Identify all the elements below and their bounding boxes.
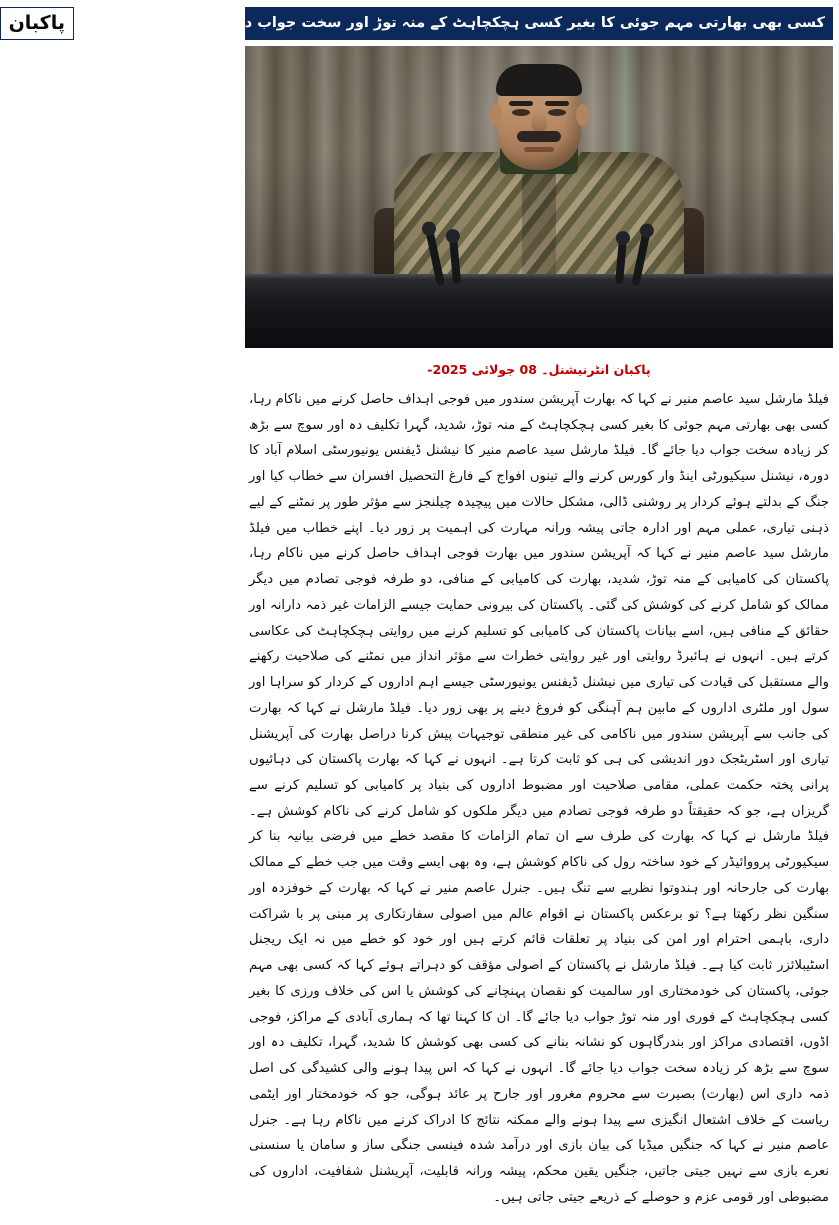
- nose-shape: [532, 112, 547, 132]
- article-photo: [245, 46, 833, 348]
- hair-shape: [496, 64, 582, 96]
- eye-right: [548, 109, 566, 116]
- eyebrow-left: [509, 101, 533, 106]
- article-paragraph: فیلڈ مارشل سید عاصم منیر نے کہا کہ بھارت آپریشن سندور میں فوجی اہداف حاصل کرنے میں ناکام رہا، کسی بھی بھارتی مہم جوئی کا بغیر کسی ہچکچاہٹ کے منہ توڑ، شدید، گہرا تکلیف دہ اور سوچ سے بڑھ کر زیادہ سخت جواب دیا جائے گا۔ فیلڈ مارشل سید عاصم منیر کا نیشنل ڈیفنس یونیورسٹی اسلام آباد کا دورہ، نیشنل سیکیورٹی اینڈ وار کورس کرنے والے تینوں افواج کے فارغ التحصیل افسران سے خطاب کیا اور جنگ کے بدلتے ہوئے کردار پر روشنی ڈالی، مشکل حالات میں پیچیدہ چیلنجز سے مؤثر طور پر نمٹنے کے لیے ذہنی تیاری، عملی مہم اور ادارہ جاتی پیشہ ورانہ مہارت کی اہمیت پر زور دیا۔ اپنے خطاب میں فیلڈ مارشل سید عاصم منیر نے کہا کہ آپریشن سندور میں بھارت فوجی اہداف حاصل کرنے میں ناکام رہا، پاکستان کی کامیابی کے منہ توڑ، شدید، بھارت کی کامیابی کے منافی، دو طرفہ فوجی تصادم میں دیگر ممالک کو شامل کرنے کی کوشش کی گئی۔ پاکستان کی بیرونی حمایت جیسے الزامات غیر ذمہ دارانہ اور حقائق کے منافی ہیں، اسے بیانات پاکستان کی کامیابی کو تسلیم کرنے میں روایتی ہچکچاہٹ کی عکاسی کرتے ہیں۔ انہوں نے ہائبرڈ روایتی اور غیر روایتی خطرات سے مؤثر انداز میں نمٹنے کی صلاحیت رکھنے والے مستقبل کی قیادت کی تیاری میں نیشنل ڈیفنس یونیورسٹی جیسے اہم اداروں کے کردار کو سراہا اور سول اور ملٹری اداروں کے مابین ہم آہنگی کو فروغ دینے پر بھی زور دیا۔ فیلڈ مارشل نے کہا کہ بھارت کی جانب سے آپریشن سندور میں ناکامی کی غیر منطقی توجیہات پیش کرنا دراصل بھارت کی آپریشنل تیاری اور اسٹریٹجک دور اندیشی کی ہی کو ثابت کرتا ہے۔ انہوں نے کہا کہ بھارت پاکستان کی دہائیوں پرانی پختہ حکمت عملی، مقامی صلاحیت اور مضبوط اداروں کی بنیاد پر کامیابی کو تسلیم کرنے سے گریزاں ہے، جو کہ حقیقتاً دو طرفہ فوجی تصادم میں دیگر ملکوں کو شامل کرنے کی ناکام کوشش ہے۔ فیلڈ مارشل نے کہا کہ بھارت کی طرف سے ان تمام الزامات کا مقصد خطے میں فرضی بیانیہ بنا کر سیکیورٹی پرووائیڈر کے خود ساختہ رول کی ناکام کوشش ہے، وہ بھی ایسے وقت میں جب خطے کے ممالک بھارت کی جارحانہ اور ہندوتوا نظریے سے تنگ ہیں۔ جنرل عاصم منیر نے کہا کہ بھارت کے خوفزدہ اور سنگین نظر رکھتا ہے؟ تو برعکس پاکستان نے اقوام عالم میں اصولی سفارتکاری پر مبنی پر با شراکت داری، باہمی احترام اور امن کی بنیاد پر تعلقات قائم کرتے ہیں اور خود کو خطے میں نہ ایک ریجنل اسٹیبلائزر ثابت کیا ہے۔ فیلڈ مارشل نے پاکستان کے اصولی مؤقف کو دہراتے ہوئے کہا کہ کسی بھی مہم جوئی، پاکستان کی خودمختاری اور سالمیت کو نقصان پہنچانے کی کوشش یا اس کی خلاف ورزی کا بغیر کسی ہچکچاہٹ کے فوری اور منہ توڑ جواب دیا جائے گا۔ ان کا کہنا تھا کہ ہماری آبادی کے مراکز، فوجی اڈوں، اقتصادی مراکز اور بندرگاہوں کو نشانہ بنانے کی کسی بھی کوشش کا شدید، گہرا، تکلیف دہ اور سوچ سے بڑھ کر زیادہ سخت جواب دیا جائے گا۔ انہوں نے کہا کہ اس پیدا ہونے والی کشیدگی کی اصل ذمہ داری اس (بھارت) بصیرت سے محروم مغرور اور جارح پر عائد ہوگی، جو کہ خودمختار اور ایٹمی ریاست کے خلاف اشتعال انگیزی سے پیدا ہونے والے ممکنہ نتائج کا ادراک کرنے میں ناکام رہا ہے۔ جنرل عاصم منیر نے کہا کہ جنگیں میڈیا کی بیان بازی اور درآمد شدہ فینسی جنگی ساز و سامان یا سنسنی نعرے بازی سے نہیں جیتی جاتیں، جنگیں یقین محکم، پیشہ ورانہ قابلیت، آپریشنل شفافیت، اداروں کی مضبوطی اور قومی عزم و حوصلے کے ذریعے جیتی جاتی ہیں۔: [249, 392, 829, 1205]
- header-bar: [8, 7, 833, 40]
- byline: پاکبان انٹرنیشنل۔ 08 جولائی 2025-: [427, 362, 651, 377]
- ear-right: [576, 104, 589, 126]
- brand-logo-text: پاکبان: [8, 12, 66, 34]
- press-table: [245, 274, 833, 348]
- eyebrow-right: [545, 101, 569, 106]
- headline-text: کسی بھی بھارتی مہم جوئی کا بغیر کسی ہچکچاہٹ کے منہ توڑ اور سخت جواب دیا جائے گا۔ فیلڈ مارشل: [81, 14, 825, 31]
- brand-logo[interactable]: [0, 7, 74, 40]
- news-article-page: [8, 7, 839, 1211]
- article-body: [249, 387, 829, 1211]
- eye-left: [512, 109, 530, 116]
- mustache-shape: [517, 131, 561, 142]
- mouth-shape: [524, 147, 554, 152]
- ear-left: [489, 104, 502, 126]
